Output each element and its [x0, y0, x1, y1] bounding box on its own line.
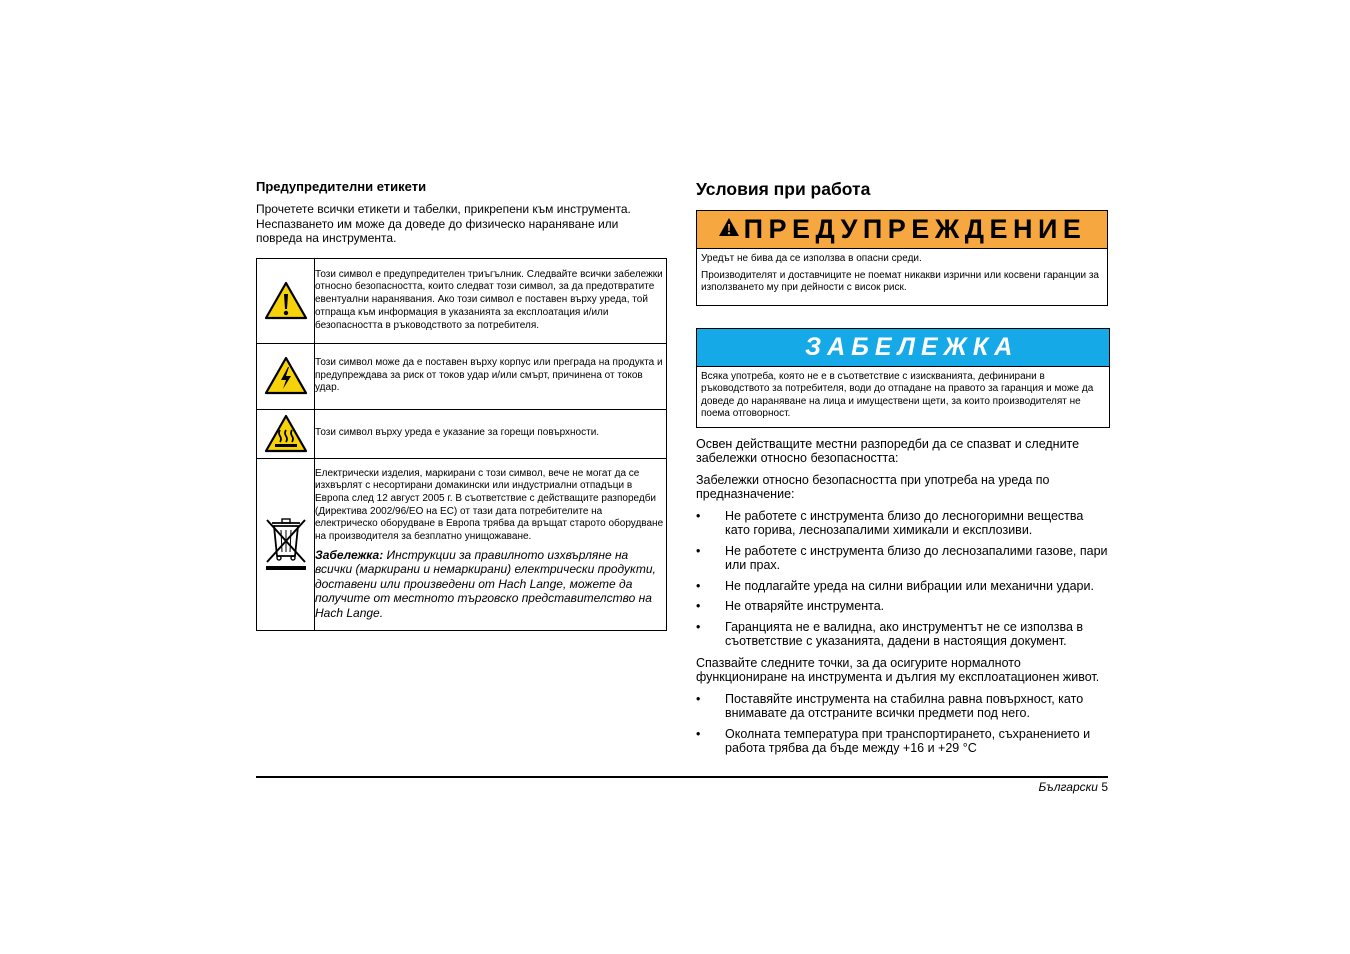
list-item: • Не работете с инструмента близо до лесногоримни вещества като горива, леснозапалими химикали и експлозиви.	[696, 508, 1084, 537]
disposal-note	[315, 548, 666, 621]
page-footer	[1038, 780, 1108, 794]
warning-header	[697, 211, 1107, 249]
section-heading-operating-conditions: Условия при работа	[696, 179, 871, 199]
right-column	[696, 178, 1110, 763]
symbol-description: Електрически изделия, маркирани с този символ, вече не могат да се изхвърлят с несортирани домакински или индустриални отпадъци в Европа след 12 август 2005 г. В съответствие с действащите разпоредби (Директива 2002/96/EO на ЕС) от тази дата потребителите на електрическо оборудване в Европа трябва да връщат старото оборудване на производителя за безплатно унищожаване.	[315, 467, 664, 543]
table-row	[257, 458, 667, 630]
table-row	[257, 409, 667, 458]
symbol-description: Този символ е предупредителен триъгълник. Следвайте всички забележки относно безопасността, които следват този символ, за да предотвратите евентуални наранявания. Ако този символ е поставен върху уреда, той отпраща към информация в указанията за експлоатация и/или безопасността в ръководството за потребителя.	[315, 258, 667, 343]
warning-line: Уредът не бива да се използва в опасни среди.	[701, 253, 922, 264]
footer-language: Български	[1038, 780, 1098, 794]
note-body: Всяка употреба, която не е в съответствие с изискванията, дефинирани в ръководството за потребителя, води до отпадане на правото за гаранция и може да доведе до нараняване на лица и имуществени щети, за които производителят не поема отговорност.	[701, 370, 1094, 419]
note-title: ЗАБЕЛЕЖКА	[805, 332, 1019, 361]
section-heading-warning-labels: Предупредителни етикети	[256, 179, 427, 194]
list-item: • Гаранцията не е валидна, ако инструментът не се използва в съответствие с указанията, дадени в настоящия документ.	[696, 619, 1084, 648]
left-column	[256, 178, 667, 631]
hot-surface-icon	[257, 414, 314, 454]
warning-body	[697, 249, 1107, 305]
warning-title: ПРЕДУПРЕЖДЕНИЕ	[743, 214, 1087, 244]
operation-bullets	[696, 692, 1110, 756]
intro-paragraph: Прочетете всички етикети и табелки, прикрепени към инструмента. Неспазването им може да доведе до физическо нараняване или повреда на инструмента.	[256, 202, 631, 245]
note-text: Инструкции за правилното изхвърляне на всички (маркирани и немаркирани) електрически продукти, доставени или произведени от Hach Lange, можете да получите от местното търговско представителство на Hach Lange.	[315, 547, 656, 620]
warning-triangle-icon	[257, 281, 314, 321]
warning-box	[696, 210, 1108, 306]
table-row	[257, 343, 667, 409]
symbol-description: Този символ може да е поставен върху корпус или преграда на продукта и предупреждава за риск от токов удар и/или смърт, причинена от токов удар.	[315, 343, 667, 409]
page-number: 5	[1101, 780, 1108, 794]
symbol-description: Този символ върху уреда е указание за горещи повърхности.	[315, 409, 667, 458]
note-label: Забележка:	[315, 547, 384, 562]
list-item: • Околната температура при транспортирането, съхранението и работа трябва да бъде между +16 и +29 °C	[696, 726, 1091, 755]
paragraph: Спазвайте следните точки, за да осигурите нормалното функциониране на инструмента и дългия му експлоатационен живот.	[696, 655, 1100, 684]
crossed-bin-icon	[257, 516, 314, 572]
list-item: • Не отваряйте инструмента.	[696, 599, 885, 613]
paragraph: Забележки относно безопасността при употреба на уреда по предназначение:	[696, 472, 1050, 501]
warning-line: Производителят и доставчиците не поемат никакви изрични или косвени гаранции за използването му при дейности с висок риск.	[701, 269, 1099, 293]
electric-shock-icon	[257, 356, 314, 396]
list-item: • Не работете с инструмента близо до леснозапалими газове, пари или прах.	[696, 543, 1108, 572]
note-box	[696, 328, 1110, 428]
symbols-table	[256, 258, 667, 631]
safety-bullets	[696, 509, 1110, 649]
list-item: • Не подлагайте уреда на силни вибрации или механични удари.	[696, 578, 1094, 593]
footer-rule	[256, 776, 1108, 778]
list-item: • Поставяйте инструмента на стабилна равна повърхност, като внимавате да отстраните всички предмети под него.	[696, 691, 1084, 720]
paragraph: Освен действащите местни разпоредби да се спазват и следните забележки относно безопасността:	[696, 436, 1080, 465]
warning-triangle-icon	[718, 217, 740, 242]
table-row	[257, 258, 667, 343]
note-header	[697, 329, 1109, 367]
